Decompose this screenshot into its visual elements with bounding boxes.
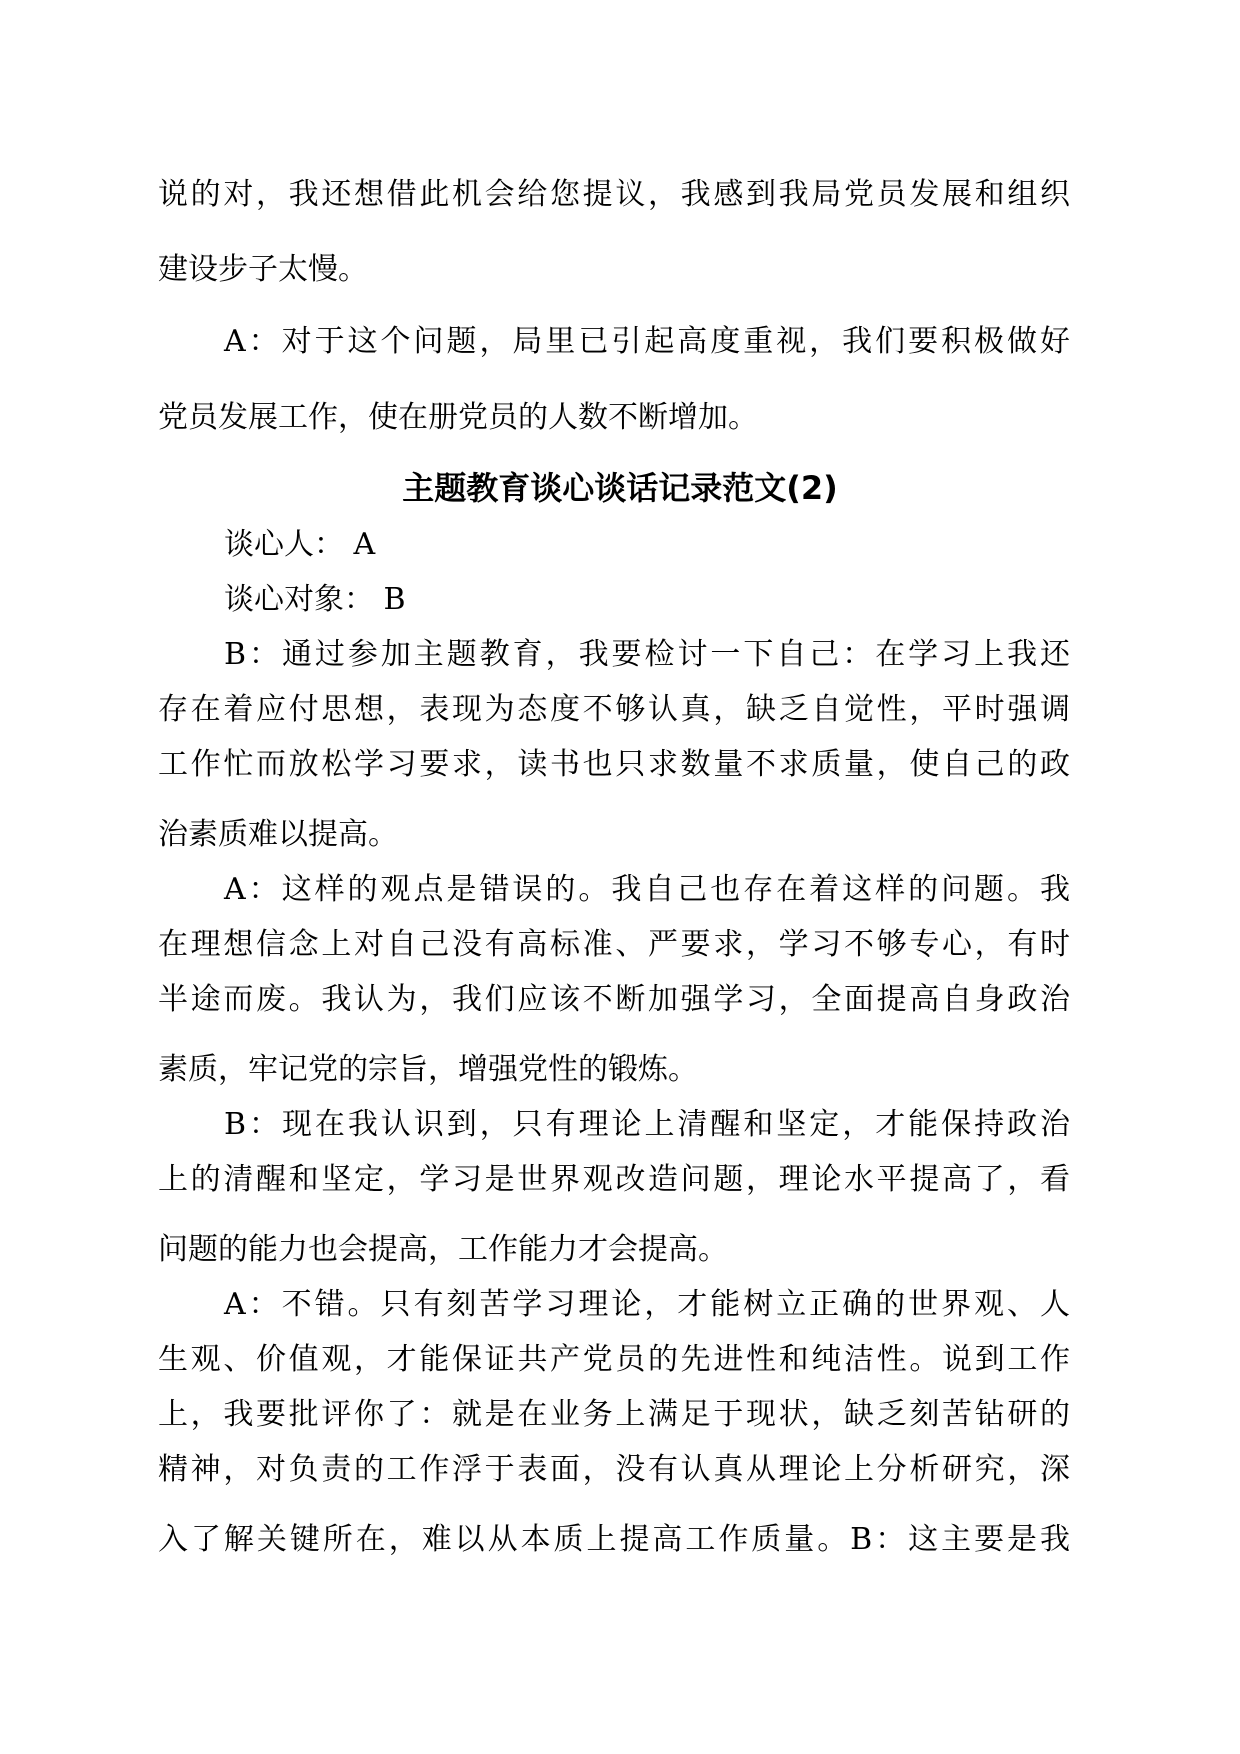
text-line: 工作忙而放松学习要求，读书也只求数量不求质量，使自己的政 bbox=[158, 747, 1070, 782]
text-line: 入了解关键所在，难以从本质上提高工作质量。B：这主要是我 bbox=[158, 1522, 1070, 1557]
text-line: B：通过参加主题教育，我要检讨一下自己：在学习上我还 bbox=[224, 637, 1070, 672]
text-line: A：不错。只有刻苦学习理论，才能树立正确的世界观、人 bbox=[224, 1287, 1070, 1322]
text-line: 治素质难以提高。 bbox=[158, 817, 398, 852]
text-line: 存在着应付思想，表现为态度不够认真，缺乏自觉性，平时强调 bbox=[158, 692, 1070, 727]
text-line: 在理想信念上对自己没有高标准、严要求，学习不够专心，有时 bbox=[158, 927, 1070, 962]
text-line: 上，我要批评你了：就是在业务上满足于现状，缺乏刻苦钻研的 bbox=[158, 1397, 1070, 1432]
text-line: 精神，对负责的工作浮于表面，没有认真从理论上分析研究，深 bbox=[158, 1452, 1070, 1487]
text-line: 党员发展工作，使在册党员的人数不断增加。 bbox=[158, 400, 758, 435]
speaker-line: 谈心人： A bbox=[224, 527, 376, 562]
text-line: B：现在我认识到，只有理论上清醒和坚定，才能保持政治 bbox=[224, 1107, 1070, 1142]
section-title: 主题教育谈心谈话记录范文(2) bbox=[402, 469, 838, 507]
text-line: 半途而废。我认为，我们应该不断加强学习，全面提高自身政治 bbox=[158, 982, 1070, 1017]
text-line: 素质，牢记党的宗旨，增强党性的锻炼。 bbox=[158, 1052, 698, 1087]
text-line: 生观、价值观，才能保证共产党员的先进性和纯洁性。说到工作 bbox=[158, 1342, 1070, 1377]
target-line: 谈心对象： B bbox=[224, 582, 406, 617]
text-line: 建设步子太慢。 bbox=[158, 252, 368, 287]
text-line: 上的清醒和坚定，学习是世界观改造问题，理论水平提高了，看 bbox=[158, 1162, 1070, 1197]
text-line: A：这样的观点是错误的。我自己也存在着这样的问题。我 bbox=[224, 872, 1070, 907]
text-line: A：对于这个问题，局里已引起高度重视，我们要积极做好 bbox=[224, 324, 1070, 359]
text-line: 说的对，我还想借此机会给您提议，我感到我局党员发展和组织 bbox=[158, 177, 1070, 212]
text-line: 问题的能力也会提高，工作能力才会提高。 bbox=[158, 1232, 728, 1267]
